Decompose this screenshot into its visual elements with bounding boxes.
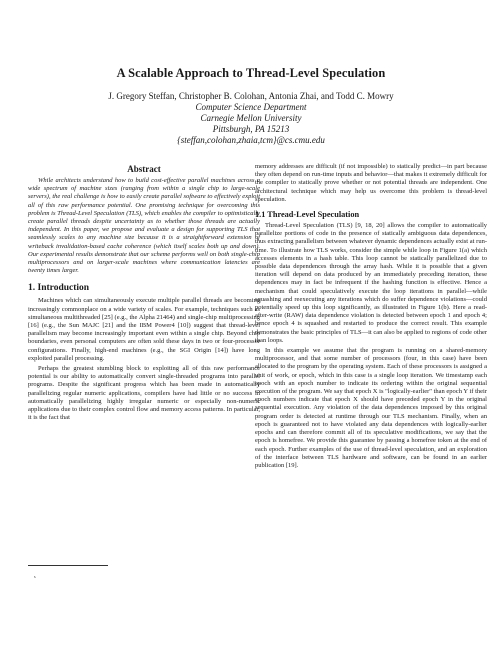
subsection-heading-tls: 1.1 Thread-Level Speculation [255, 210, 360, 220]
author-list: J. Gregory Steffan, Christopher B. Colohan, Antonia Zhai, and Todd C. Mowry [108, 91, 394, 101]
footnote-mark: s [34, 574, 36, 579]
section-heading-introduction: 1. Introduction [28, 283, 90, 294]
affiliation-city: Pittsburgh, PA 15213 [212, 124, 290, 134]
intro-paragraph-1: Machines which can simultaneously execute multiple parallel threads are becoming increasingly commonplace on a wide variety of scales. For example, techniques such as simultaneous multithreaded [25] (e.g., the Alpha 21464) and single-chip multiprocessing [16] (e.g., the Sun MAJC [21] and the IBM Power4 [10]) suggest that thread-level parallelism may become increasingly important even within a single chip. Beyond chip boundaries, even personal computers are often sold these days in two or four-processor configurations. Finally, high-end machines (e.g., the SGI Origin [14]) have long exploited parallel processing. [28, 297, 260, 362]
affiliation-university: Carnegie Mellon University [200, 113, 302, 123]
abstract-text: While architects understand how to build cost-effective parallel machines across a wide spectrum of machine sizes (ranging from within a single chip to large-scale servers), the real challenge is how to easily create parallel software to effectively exploit all of this raw performance potential. One promising technique for overcoming this problem is Thread-Level Speculation (TLS), which enables the compiler to optimistically create parallel threads despite uncertainty as to whether those threads are actually independent. In this paper, we propose and evaluate a design for supporting TLS that seamlessly scales to any machine size because it is a straightforward extension of writeback invalidation-based cache coherence (which itself scales both up and down). Our experimental results demonstrate that our scheme performs well on both single-chip multiprocessors and on larger-scale machines where communication latencies are twenty times larger. [28, 177, 260, 275]
intro-paragraph-2: Perhaps the greatest stumbling block to exploiting all of this raw performance potential is our ability to automatically convert single-threaded programs into parallel programs. Despite the significant progress which has been made in automatically parallelizing regular numeric applications, compilers have had little or no success in automatically parallelizing highly irregular numeric or especially non-numeric applications due to their complex control flow and memory access patterns. In particular, it is the fact that [28, 365, 260, 422]
paper-title: A Scalable Approach to Thread-Level Speculation [116, 66, 386, 80]
abstract-heading: Abstract [127, 164, 161, 174]
left-column [28, 164, 260, 424]
intro-paragraph-continued: memory addresses are difficult (if not impossible) to statically predict—in part because they often depend on run-time inputs and behavior—that makes it extremely difficult for the compiler to statically prove whether or not potential threads are independent. One architectural technique which may help us overcome this problem is thread-level speculation. [255, 163, 487, 203]
author-block [0, 91, 502, 146]
tls-paragraph-1: Thread-Level Speculation (TLS) [9, 18, 20] allows the compiler to automatically parallelize portions of code in the presence of statically ambiguous data dependences, thus extracting parallelism between whatever dynamic dependences actually exist at run-time. To illustrate how TLS works, consider the simple while loop in Figure 1(a) which accesses elements in a hash table. This loop cannot be statically parallelized due to possible data dependences through the array hash. While it is possible that a given iteration will depend on data produced by an immediately preceding iteration, these dependences may in fact be infrequent if the hashing function is effective. Hence a mechanism that could speculatively execute the loop iterations in parallel—while squashing and reexecuting any iterations which do suffer dependence violations—could potentially speed up this loop significantly, as illustrated in Figure 1(b). Here a read-after-write (RAW) data dependence violation is detected between epoch 1 and epoch 4; hence epoch 4 is squashed and restarted to produce the correct result. This example demonstrates the basic principles of TLS—it can also be applied to regions of code other than loops. [255, 222, 487, 344]
author-email: {steffan,colohan,zhaia,tcm}@cs.cmu.edu [177, 135, 325, 145]
footnote-rule [28, 565, 108, 566]
tls-paragraph-2: In this example we assume that the program is running on a shared-memory multiprocessor, and that some number of processors (four, in this case) have been allocated to the program by the operating system. Each of these processors is assigned a unit of work, or epoch, which in this case is a single loop iteration. We timestamp each epoch with an epoch number to indicate its ordering within the original sequential execution of the program. We say that epoch X is "logically-earlier" than epoch Y if their epoch numbers indicate that epoch X should have preceded epoch Y in the original sequential execution. Any violation of the data dependences imposed by this original program order is detected at runtime through our TLS mechanism. Finally, when an epoch is guaranteed not to have violated any data dependences with logically-earlier epochs and can therefore commit all of its speculative modifications, we say that the epoch is homefree. We provide this guarantee by passing a homefree token at the end of each epoch. Further examples of the use of thread-level speculation, and an exploration of the interface between TLS hardware and software, can be found in an earlier publication [19]. [255, 347, 487, 469]
right-column [255, 163, 487, 472]
affiliation-dept: Computer Science Department [195, 102, 307, 112]
